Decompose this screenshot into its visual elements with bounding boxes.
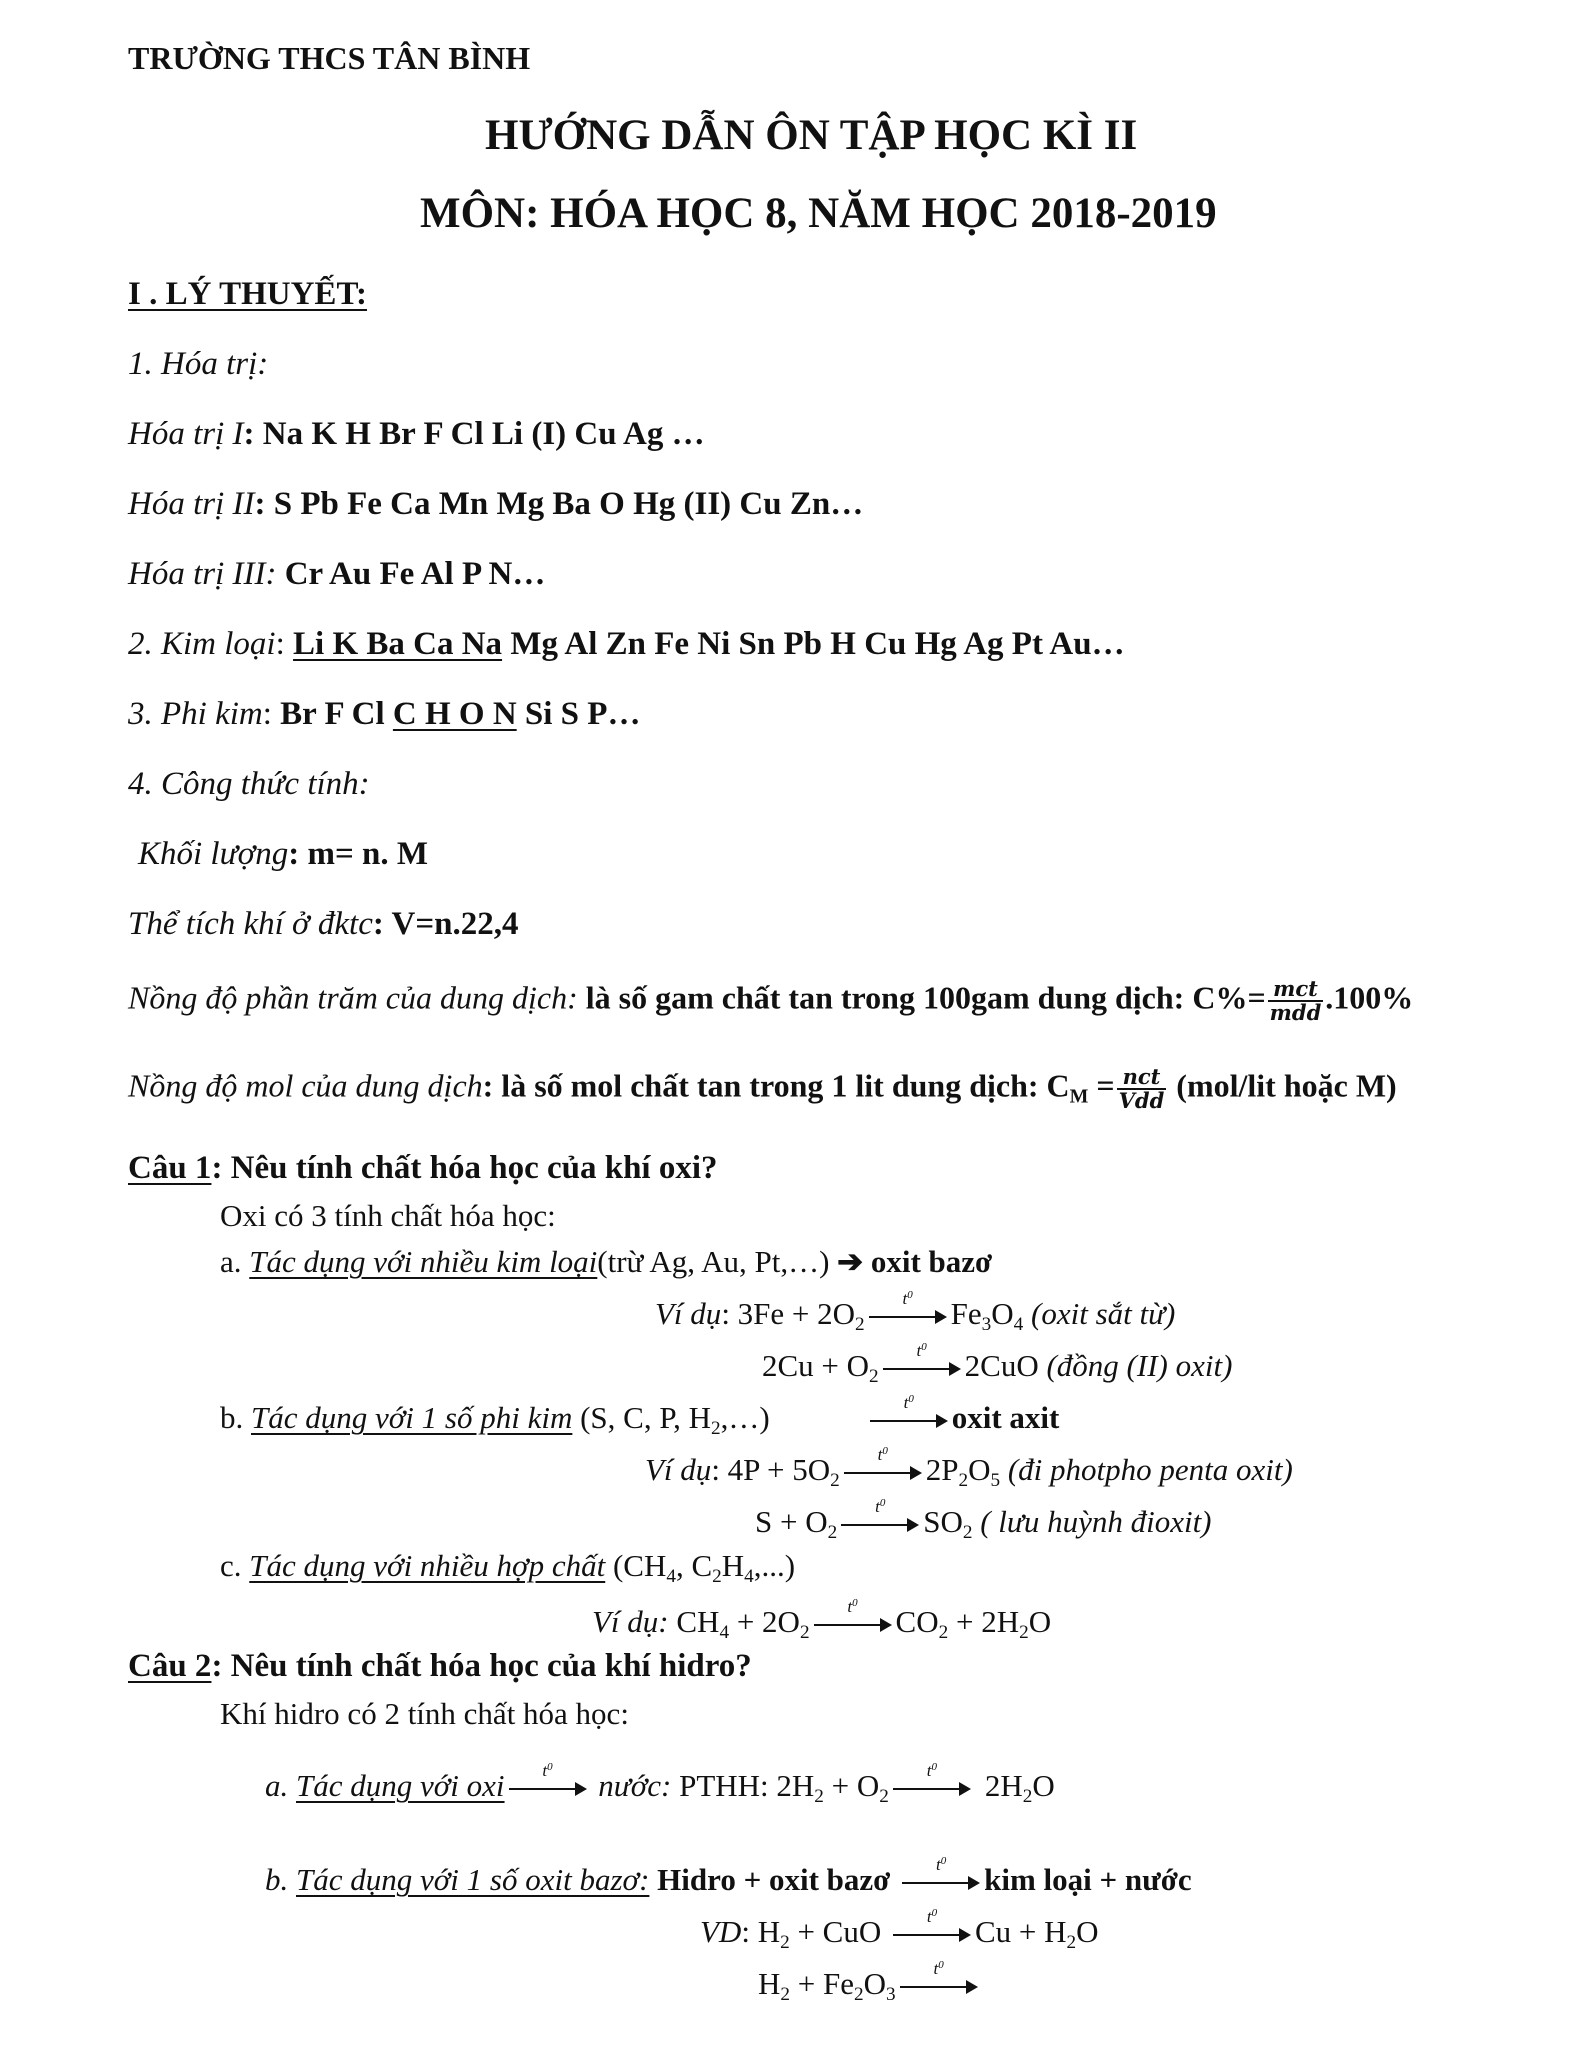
q1-c-note-end: ,...) — [753, 1548, 796, 1583]
q2-a-pthh-rhs: 2H — [984, 1768, 1023, 1803]
q1-b-ex1-lhs: : 4P + 5O — [711, 1452, 831, 1487]
q1-c-title: Tác dụng với nhiều hợp chất — [249, 1548, 606, 1583]
q1-line — [128, 1152, 718, 1185]
q2-a-pthh-rhs2: O — [1032, 1768, 1055, 1803]
reaction-arrow-icon: $t^0$ — [893, 1782, 971, 1796]
q1-a-example-2 — [762, 1340, 1233, 1388]
percent-text: là số gam chất tan trong 100gam dung dịch: C%= — [577, 979, 1266, 1016]
q1-b-note-end: ,…) — [720, 1400, 770, 1435]
q1-b-ex2-rhs: SO — [923, 1504, 963, 1539]
q2-b-ex1-rhs: Cu + H — [974, 1914, 1067, 1949]
q2-b-line — [265, 1854, 1192, 1897]
q1-c-line: c. Tác dụng với nhiều hợp chất ($CH_4$, $C_2H_4$,...) — [220, 1548, 796, 1588]
q1-a-example-1: Ví dụ: $3Fe + 2O_2$ $t^0$ $Fe_3O_4$ (oxit sắt từ) — [655, 1288, 1176, 1336]
sub-4: 4 — [719, 1622, 730, 1644]
sub-2: 2 — [938, 1622, 949, 1644]
percent-numerator: mct — [1268, 978, 1324, 1002]
valence-1-label: Hóa trị I — [128, 416, 244, 452]
molar-sub: M — [1069, 1085, 1089, 1108]
sub-2: 2 — [879, 1786, 889, 1808]
reaction-arrow-icon: $t^0$ — [893, 1928, 971, 1942]
q1-a-example-label: Ví dụ — [655, 1296, 722, 1331]
nonmetals-before: Br F Cl — [280, 696, 393, 732]
q1-a-ex2-lhs: 2Cu + O — [762, 1348, 870, 1383]
sub-2: 2 — [827, 1522, 838, 1544]
valence-heading: 1. Hóa trị: — [128, 346, 269, 382]
q1-label: Câu 1 — [128, 1150, 212, 1186]
school-name: TRƯỜNG THCS TÂN BÌNH — [128, 40, 531, 76]
sub-5: 5 — [990, 1470, 1001, 1492]
valence-1-line — [128, 418, 705, 451]
q1-a-ex1-rhs: Fe — [950, 1296, 982, 1331]
q2-b-rule-lhs: Hidro + oxit bazơ — [649, 1862, 899, 1897]
reaction-arrow-icon: $t^0$ — [509, 1782, 587, 1796]
molar-fraction — [1117, 1066, 1167, 1112]
q1-b-note: (S, C, P, H — [572, 1400, 712, 1435]
q1-a-note: (trừ Ag, Au, Pt,…) — [597, 1244, 838, 1279]
q2-question: : Nêu tính chất hóa học của khí hidro? — [211, 1648, 752, 1684]
q2-b-example-label: VD — [700, 1914, 742, 1949]
volume-line — [128, 908, 519, 941]
q2-label: Câu 2 — [128, 1648, 212, 1684]
sub-3: 3 — [981, 1314, 992, 1336]
sub-2: 2 — [855, 1314, 865, 1336]
q1-a-result: oxit bazơ — [863, 1244, 993, 1279]
q1-b-ex2-lhs: S + O — [755, 1504, 828, 1539]
reaction-arrow-icon: $t^0$ — [883, 1362, 961, 1376]
q2-b-example-1 — [700, 1906, 1099, 1954]
mass-line — [138, 838, 428, 871]
metals-line — [128, 628, 1125, 661]
document-subtitle: MÔN: HÓA HỌC 8, NĂM HỌC 2018-2019 — [420, 190, 1217, 237]
q1-c-example — [592, 1596, 1052, 1644]
q1-b-ex2-note: ( lưu huỳnh đioxit) — [972, 1504, 1212, 1539]
q2-a-pthh-plus: + O — [823, 1768, 880, 1803]
sub-2: 2 — [780, 1932, 790, 1954]
reaction-arrow-icon: $t^0$ — [900, 1980, 978, 1994]
right-arrow-icon: ➔ — [837, 1244, 864, 1279]
nonmetals-underlined: C H O N — [392, 696, 517, 732]
valence-2-items: : S Pb Fe Ca Mn Mg Ba O Hg (II) Cu Zn… — [254, 486, 864, 522]
volume-label: Thể tích khí ở đktc — [128, 906, 373, 942]
metals-label: 2. Kim loại — [128, 626, 276, 662]
molar-line — [128, 1066, 1397, 1112]
q2-line — [128, 1650, 752, 1683]
q2-a-title: Tác dụng với oxi — [296, 1768, 505, 1803]
q2-b-prefix: b. — [265, 1862, 296, 1897]
q1-b-example-label: Ví dụ — [645, 1452, 712, 1487]
sub-2: 2 — [1019, 1622, 1029, 1644]
sub-2: 2 — [799, 1622, 810, 1644]
percent-label: Nồng độ phần trăm của dung dịch: — [128, 979, 578, 1016]
q1-c-ex-plus: + 2O — [729, 1604, 800, 1639]
percent-fraction — [1268, 978, 1324, 1024]
sub-2: 2 — [712, 1566, 722, 1588]
q2-a-prefix: a. — [265, 1768, 296, 1803]
sub-2: 2 — [830, 1470, 840, 1492]
q2-b-title: Tác dụng với 1 số oxit bazơ: — [296, 1862, 650, 1897]
valence-3-line — [128, 558, 545, 591]
reaction-arrow-icon: $t^0$ — [844, 1466, 922, 1480]
document-title: HƯỚNG DẪN ÔN TẬP HỌC KÌ II — [485, 112, 1138, 159]
q1-a-ex1-note: (oxit sắt từ) — [1023, 1296, 1176, 1331]
q1-a-prefix: a. — [220, 1244, 250, 1279]
sub-2: 2 — [711, 1418, 721, 1440]
formulas-heading: 4. Công thức tính: — [128, 766, 370, 802]
q1-c-prefix: c. — [220, 1548, 250, 1583]
q1-a-ex2-rhs: 2CuO — [964, 1348, 1039, 1383]
volume-formula: : V=n.22,4 — [372, 906, 519, 942]
q1-a-ex1-lhs: : 3Fe + 2O — [721, 1296, 856, 1331]
metals-colon: : — [275, 626, 294, 662]
sub-2: 2 — [869, 1366, 879, 1388]
theory-heading: I . LÝ THUYẾT: — [128, 276, 367, 312]
molar-text: : là số mol chất tan trong 1 lit dung dịch: C — [482, 1067, 1070, 1104]
molar-tail: (mol/lit hoặc M) — [1168, 1067, 1397, 1104]
q1-b-line — [220, 1392, 1060, 1440]
percent-line — [128, 978, 1413, 1024]
reaction-arrow-icon: $t^0$ — [902, 1876, 980, 1890]
q1-b-prefix: b. — [220, 1400, 251, 1435]
valence-1-items: : Na K H Br F Cl Li (I) Cu Ag … — [243, 416, 705, 452]
percent-denominator: mdd — [1269, 1000, 1322, 1026]
q1-c-note-mid: , C — [675, 1548, 713, 1583]
q1-b-title: Tác dụng với 1 số phi kim — [251, 1400, 573, 1435]
sub-2: 2 — [853, 1984, 864, 2006]
reaction-arrow-icon: $t^0$ — [870, 1414, 948, 1428]
q1-a-title: Tác dụng với nhiều kim loại — [249, 1244, 598, 1279]
q2-a-water: nước: — [590, 1768, 672, 1803]
q2-b-ex2-lhs: H — [758, 1966, 781, 2001]
q2-intro: Khí hidro có 2 tính chất hóa học: — [220, 1696, 629, 1731]
molar-numerator: nct — [1117, 1066, 1167, 1090]
nonmetals-after: Si S P… — [516, 696, 641, 732]
q1-c-ex-lhs: CH — [668, 1604, 720, 1639]
valence-2-label: Hóa trị II — [128, 486, 255, 522]
nonmetals-colon: : — [262, 696, 281, 732]
q2-b-ex1-rhs2: O — [1076, 1914, 1099, 1949]
q1-question: : Nêu tính chất hóa học của khí oxi? — [211, 1150, 718, 1186]
q1-a-ex2-note: (đồng (II) oxit) — [1038, 1348, 1233, 1383]
q1-b-result: oxit axit — [951, 1400, 1060, 1435]
q1-c-note: (CH — [605, 1548, 667, 1583]
sub-2: 2 — [780, 1984, 790, 2006]
sub-2: 2 — [814, 1786, 824, 1808]
reaction-arrow-icon: $t^0$ — [841, 1518, 919, 1532]
q2-b-ex1-plus: + CuO — [789, 1914, 889, 1949]
sub-4: 4 — [666, 1566, 676, 1588]
q1-b-ex1-note: (đi photpho penta oxit) — [1000, 1452, 1293, 1487]
q1-c-ex-rhs3: O — [1028, 1604, 1052, 1639]
q2-a-pthh: PTHH: 2H — [671, 1768, 815, 1803]
valence-2-line — [128, 488, 863, 521]
sub-2: 2 — [962, 1522, 973, 1544]
molar-denominator: Vdd — [1118, 1088, 1165, 1114]
q2-b-ex1-lhs: : H — [741, 1914, 781, 1949]
molar-label: Nồng độ mol của dung dịch — [128, 1067, 483, 1104]
q2-b-example-2 — [758, 1958, 982, 2006]
metals-rest: Mg Al Zn Fe Ni Sn Pb H Cu Hg Ag Pt Au… — [502, 626, 1125, 662]
nonmetals-label: 3. Phi kim — [128, 696, 263, 732]
mass-formula: : m= n. M — [288, 836, 429, 872]
q2-b-ex2-plus: + Fe — [790, 1966, 854, 2001]
sub-2: 2 — [1066, 1932, 1077, 1954]
q2-a-line — [265, 1760, 1055, 1808]
q2-b-ex2-o: O — [863, 1966, 886, 2001]
q1-b-example-2 — [755, 1496, 1212, 1544]
q1-b-example-1: Ví dụ: $4P + 5O_2$ $t^0$ $2P_2O_5$ (đi photpho penta oxit) — [645, 1444, 1293, 1492]
sub-3: 3 — [885, 1984, 896, 2006]
metals-underlined: Li K Ba Ca Na — [293, 626, 503, 662]
q2-b-rule-rhs: kim loại + nước — [984, 1862, 1192, 1897]
q1-c-ex-rhs: CO — [895, 1604, 939, 1639]
q1-b-ex1-rhs: 2P — [925, 1452, 959, 1487]
valence-3-items: Cr Au Fe Al P N… — [276, 556, 546, 592]
sub-4: 4 — [744, 1566, 754, 1588]
valence-3-label: Hóa trị III: — [128, 556, 277, 592]
sub-4: 4 — [1013, 1314, 1024, 1336]
molar-eq: = — [1088, 1067, 1115, 1104]
q1-a-line — [220, 1246, 992, 1277]
mass-label: Khối lượng — [138, 836, 289, 872]
reaction-arrow-icon: $t^0$ — [814, 1618, 892, 1632]
q1-intro: Oxi có 3 tính chất hóa học: — [220, 1198, 556, 1233]
nonmetals-line — [128, 698, 640, 731]
reaction-arrow-icon: $t^0$ — [869, 1310, 947, 1324]
sub-2: 2 — [1022, 1786, 1033, 1808]
q1-c-example-label: Ví dụ: — [592, 1604, 669, 1639]
q1-c-ex-rhs2: + 2H — [948, 1604, 1020, 1639]
percent-tail: .100% — [1325, 979, 1414, 1016]
sub-2: 2 — [958, 1470, 969, 1492]
